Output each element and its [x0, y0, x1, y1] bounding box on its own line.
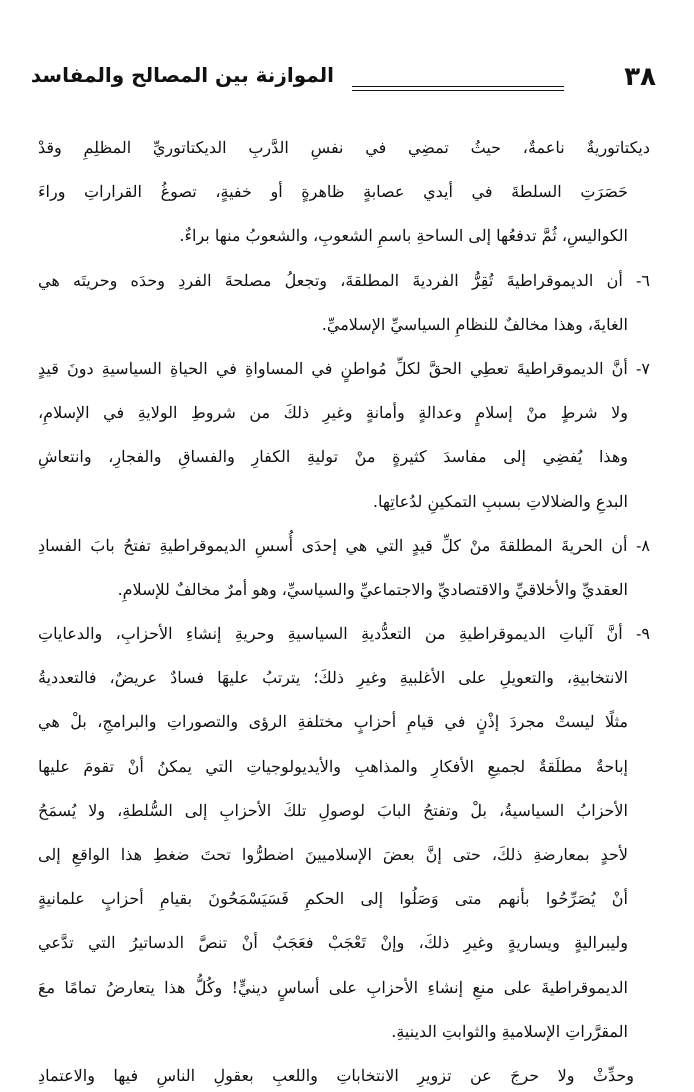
header-rule — [352, 86, 564, 91]
text-line: البدعِ والضلالاتِ بسببِ التمكينِ لدُعاتِها. — [372, 491, 628, 511]
list-item-8: ٨- أن الحريةَ المطلقةَ منْ كلِّ قيدٍ التي هي إحدَى أُسسِ الديموقراطيةِ تفتحُ بابَ الفسادِ — [38, 535, 650, 555]
text-line: المقرَّراتِ الإسلاميةِ والثوابتِ الدينيةِ. — [391, 1021, 628, 1041]
running-title: الموازنة بين المصالح والمفاسد — [30, 63, 334, 87]
text-line: وليبراليةٍ ويساريةٍ وغيرِ ذلكَ، وإنْ تَعْجَبْ فعَجَبٌ أنْ تنصَّ الدساتيرُ التي تدَّعي — [38, 933, 628, 953]
text-line: حَصَرَتِ السلطةَ في أيدي عصابةٍ ظاهرةٍ أو خفيةٍ، تصوغُ القراراتِ وراءَ — [38, 182, 628, 202]
list-item-9: ٩- أنَّ آلياتِ الديموقراطيةِ من التعدُّديةِ السياسيةِ وحريةِ إنشاءِ الأحزابِ، والدعاياتِ — [38, 624, 650, 644]
text-line: الكواليسِ، ثُمَّ تدفعُها إلى الساحةِ باسمِ الشعوبِ، والشعوبُ منها براءٌ. — [179, 226, 628, 246]
text-line: الانتخابيةِ، والتعويلِ على الأغلبيةِ وغيرِ ذلكَ؛ يترتبُ عليهَا فسادٌ عريضٌ، فالتعدديةُ — [38, 668, 628, 688]
paragraph-start: وحدِّثْ ولا حرجَ عن تزويرِ الانتخاباتِ واللعبِ بعقولِ الناسِ فيها والاعتمادِ — [38, 1065, 634, 1085]
text-line: العقديِّ والأخلاقيِّ والاقتصاديِّ والاجتماعيِّ والسياسيِّ، وهو أمرٌ مخالفٌ للإسلامِ. — [117, 579, 628, 599]
page-number: ٣٨ — [624, 62, 656, 92]
text-line: أنْ يُصَرِّحُوا بأنهم متى وَصَلُوا إلى الحكمِ فَسَيَسْمَحُونَ بقيامِ أحزابٍ علمانيةٍ — [38, 889, 628, 909]
text-line: لأحدٍ بمعارضةِ ذلكَ، حتى إنَّ بعضَ الإسلاميينَ اضطرُّوا تحتَ ضغطِ هذا الواقعِ إلى — [38, 845, 628, 864]
text-line: مثلًا ليستْ مجردَ إذْنٍ في قيامِ أحزابٍ مختلفةِ الرؤى والتصوراتِ والبرامجِ، بلْ هي — [38, 712, 628, 732]
text-line: الديموقراطيةَ على منعِ إنشاءِ الأحزابِ على أساسٍ دينيٍّ! وكُلُّ هذا يتعارضُ تمامًا معَ — [38, 977, 628, 997]
text-line: الأحزابُ السياسيةُ، بلْ وتفتحُ البابَ لوصولِ تلكَ الأحزابِ إلى السُّلطةِ، ولا يُسمَحُ — [38, 800, 628, 820]
text-line: ديكتاتوريةٌ ناعمةٌ، حيثُ تمضِي في نفسِ الدَّربِ الديكتاتوريِّ المظلِمِ وقدْ — [38, 138, 650, 157]
list-item-7: ٧- أنَّ الديموقراطيةَ تعطِي الحقَّ لكلِّ مُواطنٍ في المساواةِ في الحياةِ السياسيةِ دونَ قيدٍ — [38, 358, 650, 378]
page-header — [30, 58, 656, 98]
text-line: الغايةَ، وهذا مخالفٌ للنظامِ السياسيِّ الإسلاميِّ. — [321, 314, 628, 334]
text-line: ولا شرطٍ منْ إسلامٍ وعدالةٍ وأمانةٍ وغيرِ ذلكَ من شروطِ الولايةِ في الإسلامِ، — [38, 403, 628, 423]
text-line: وهذا يُفضِي إلى مفاسدَ كثيرةٍ منْ توليةِ الكفارِ والفساقِ والفجارِ، وانتعاشِ — [38, 447, 628, 467]
page-body — [38, 126, 650, 1092]
list-item-6: ٦- أن الديموقراطيةَ تُقِرُّ الفرديةَ المطلقةَ، وتجعلُ مصلحةَ الفردِ وحدَه وحريتَه هي — [38, 270, 650, 290]
text-line: إباحةٌ مطلَقةٌ لجميعِ الأفكارِ والمذاهبِ والأيديولوجياتِ التي يمكنُ أنْ تقومَ عليها — [38, 756, 628, 776]
